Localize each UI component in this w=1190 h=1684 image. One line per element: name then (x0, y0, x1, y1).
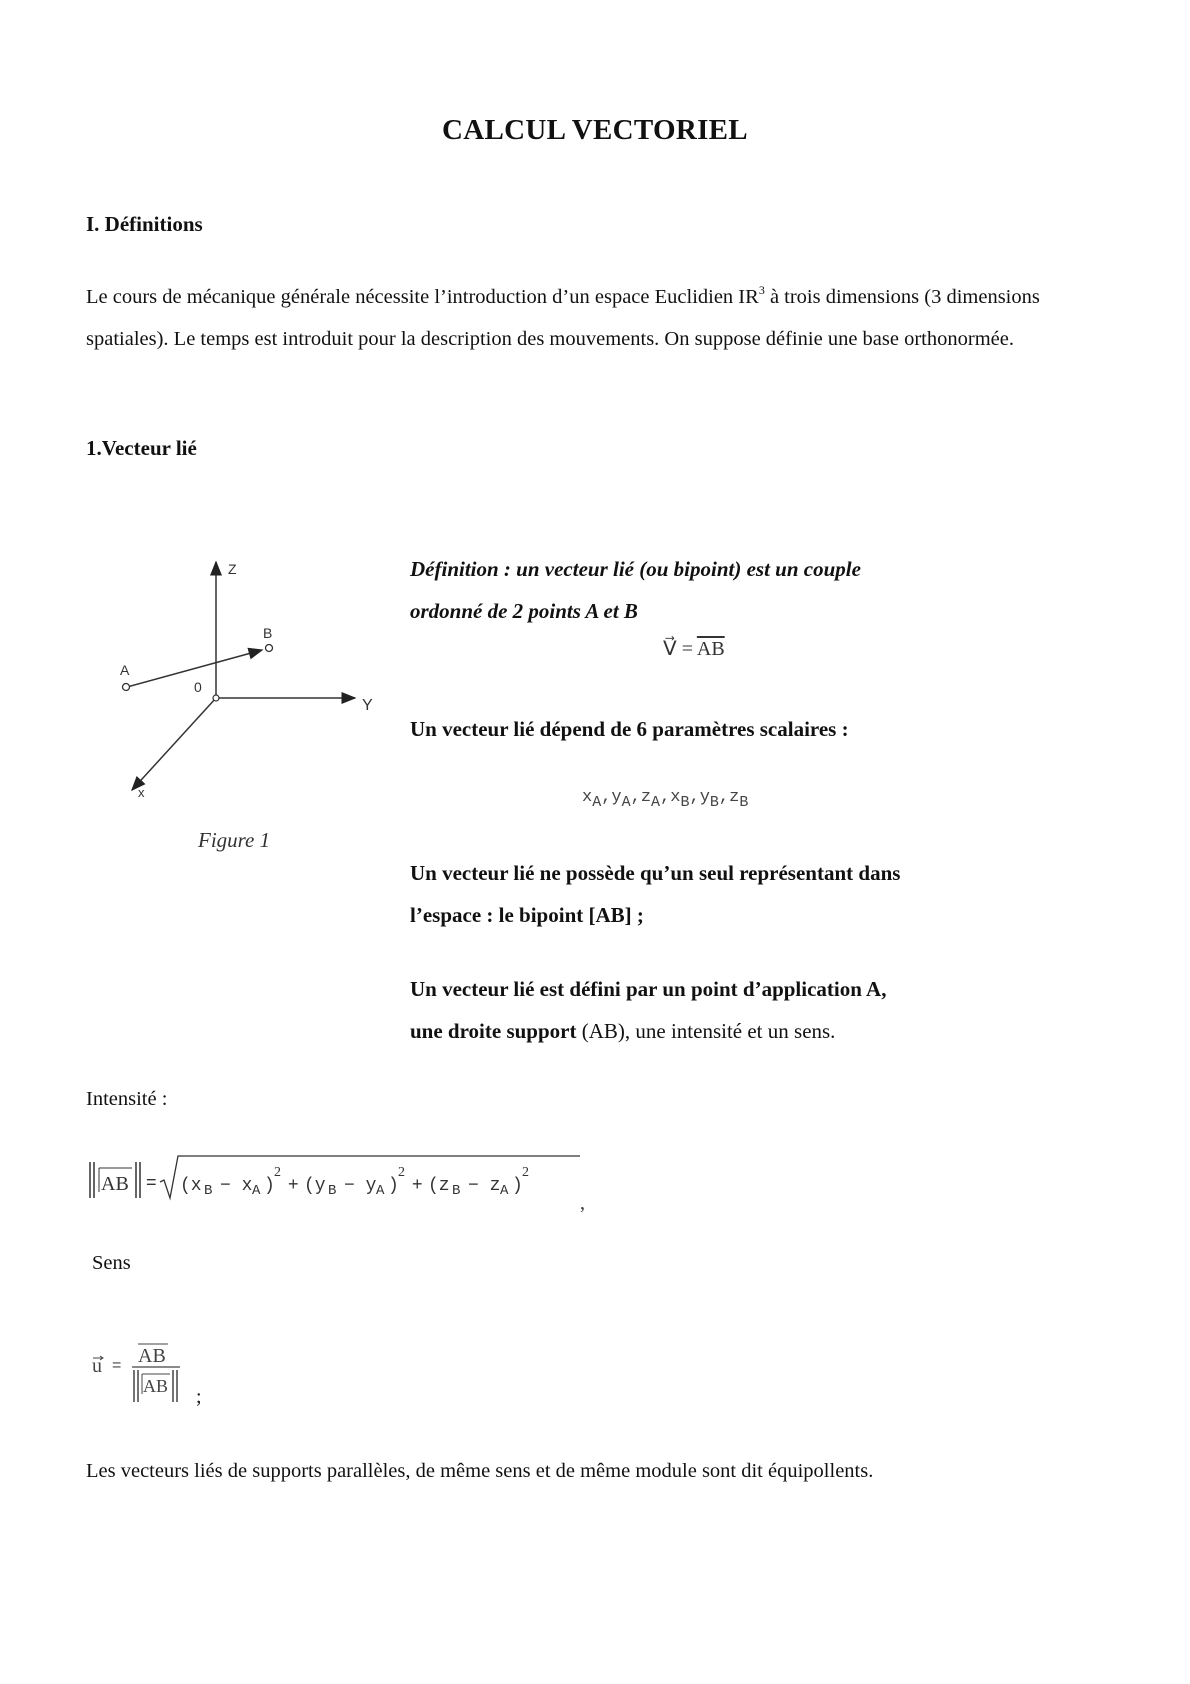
intro-paragraph: Le cours de mécanique générale nécessite l’introduction d’un espace Euclidien $IR^3$ à trois dimensions (3 dimensions spatiales). Le temps est introduit pour la description des mouvements. On suppose définie une base orthonormée. (86, 283, 1040, 350)
defined-by-statement: Un vecteur lié est défini par un point d’application A, une droite support (AB), une intensité et un sens. (410, 977, 887, 1043)
point-a-label: A (120, 662, 130, 678)
z-axis-label: Z (228, 561, 237, 577)
svg-text:+: + (288, 1174, 299, 1194)
sens-label: Sens (92, 1252, 131, 1274)
svg-text:AB: AB (101, 1173, 129, 1195)
svg-text:− y: − y (344, 1176, 377, 1196)
y-axis-label: Y (362, 697, 373, 714)
svg-text:): ) (388, 1176, 399, 1196)
sens-formula: u = AB AB ; (88, 1330, 228, 1415)
svg-text:=: = (112, 1357, 122, 1374)
svg-text:(y: (y (304, 1176, 326, 1196)
closing-paragraph: Les vecteurs liés de supports parallèles, de même sens et de même module sont dit équipollents. (86, 1460, 874, 1482)
svg-text:=: = (146, 1172, 157, 1192)
svg-text:(z: (z (428, 1176, 450, 1196)
origin-point (213, 695, 219, 701)
svg-text:AB: AB (138, 1345, 166, 1367)
svg-text:2: 2 (522, 1165, 529, 1180)
svg-text:− z: − z (468, 1176, 501, 1196)
intensity-label: Intensité : (86, 1088, 168, 1110)
svg-text:2: 2 (398, 1165, 405, 1180)
representant-statement: Un vecteur lié ne possède qu’un seul représentant dans l’espace : le bipoint [AB] ; (410, 861, 901, 927)
scalar-parameters: $x_A,y_A,z_A,x_B,y_B,z_B$ (582, 788, 749, 811)
definition-text: Définition : un vecteur lié (ou bipoint) est un couple ordonné de 2 points A et B (410, 557, 861, 623)
x-axis-label: x (138, 785, 145, 800)
params-statement: Un vecteur lié dépend de 6 paramètres scalaires : (410, 717, 849, 741)
point-b-label: B (263, 625, 273, 641)
intensity-formula: AB = (x B − x A ) 2 + (y B − y A ) 2 + (z B − z A ) 2 , (88, 1152, 588, 1219)
page-title: CALCUL VECTORIEL (442, 114, 748, 146)
figure-caption: Figure 1 (198, 828, 271, 852)
figure-1-diagram (110, 550, 400, 810)
formula-v-equals-ab: V⃗ = $\overline{AB}$ (663, 638, 725, 660)
svg-text:A: A (500, 1183, 509, 1199)
norm-ab-formula (88, 1152, 588, 1212)
subsection-heading-vecteur-lie: 1.Vecteur lié (86, 436, 197, 460)
3d-axes-diagram (110, 550, 400, 810)
svg-text:A: A (376, 1183, 385, 1199)
svg-text:2: 2 (274, 1165, 281, 1180)
svg-text:+: + (412, 1174, 423, 1194)
svg-text:u: u (92, 1355, 102, 1377)
point-b (266, 645, 273, 652)
section-heading-definitions: I. Définitions (86, 212, 203, 236)
origin-label: 0 (194, 679, 202, 695)
svg-text:AB: AB (143, 1376, 169, 1396)
svg-text:B: B (204, 1183, 213, 1199)
point-a (123, 684, 130, 691)
svg-text:(x: (x (180, 1176, 202, 1196)
svg-text:B: B (452, 1183, 461, 1199)
unit-vector-formula (88, 1330, 228, 1410)
svg-text:B: B (328, 1183, 337, 1199)
superscript: 3 (758, 283, 765, 297)
svg-text:− x: − x (220, 1176, 253, 1196)
svg-text:A: A (252, 1183, 261, 1199)
svg-text:): ) (512, 1176, 523, 1196)
svg-text:): ) (264, 1176, 275, 1196)
x-axis (132, 698, 216, 790)
